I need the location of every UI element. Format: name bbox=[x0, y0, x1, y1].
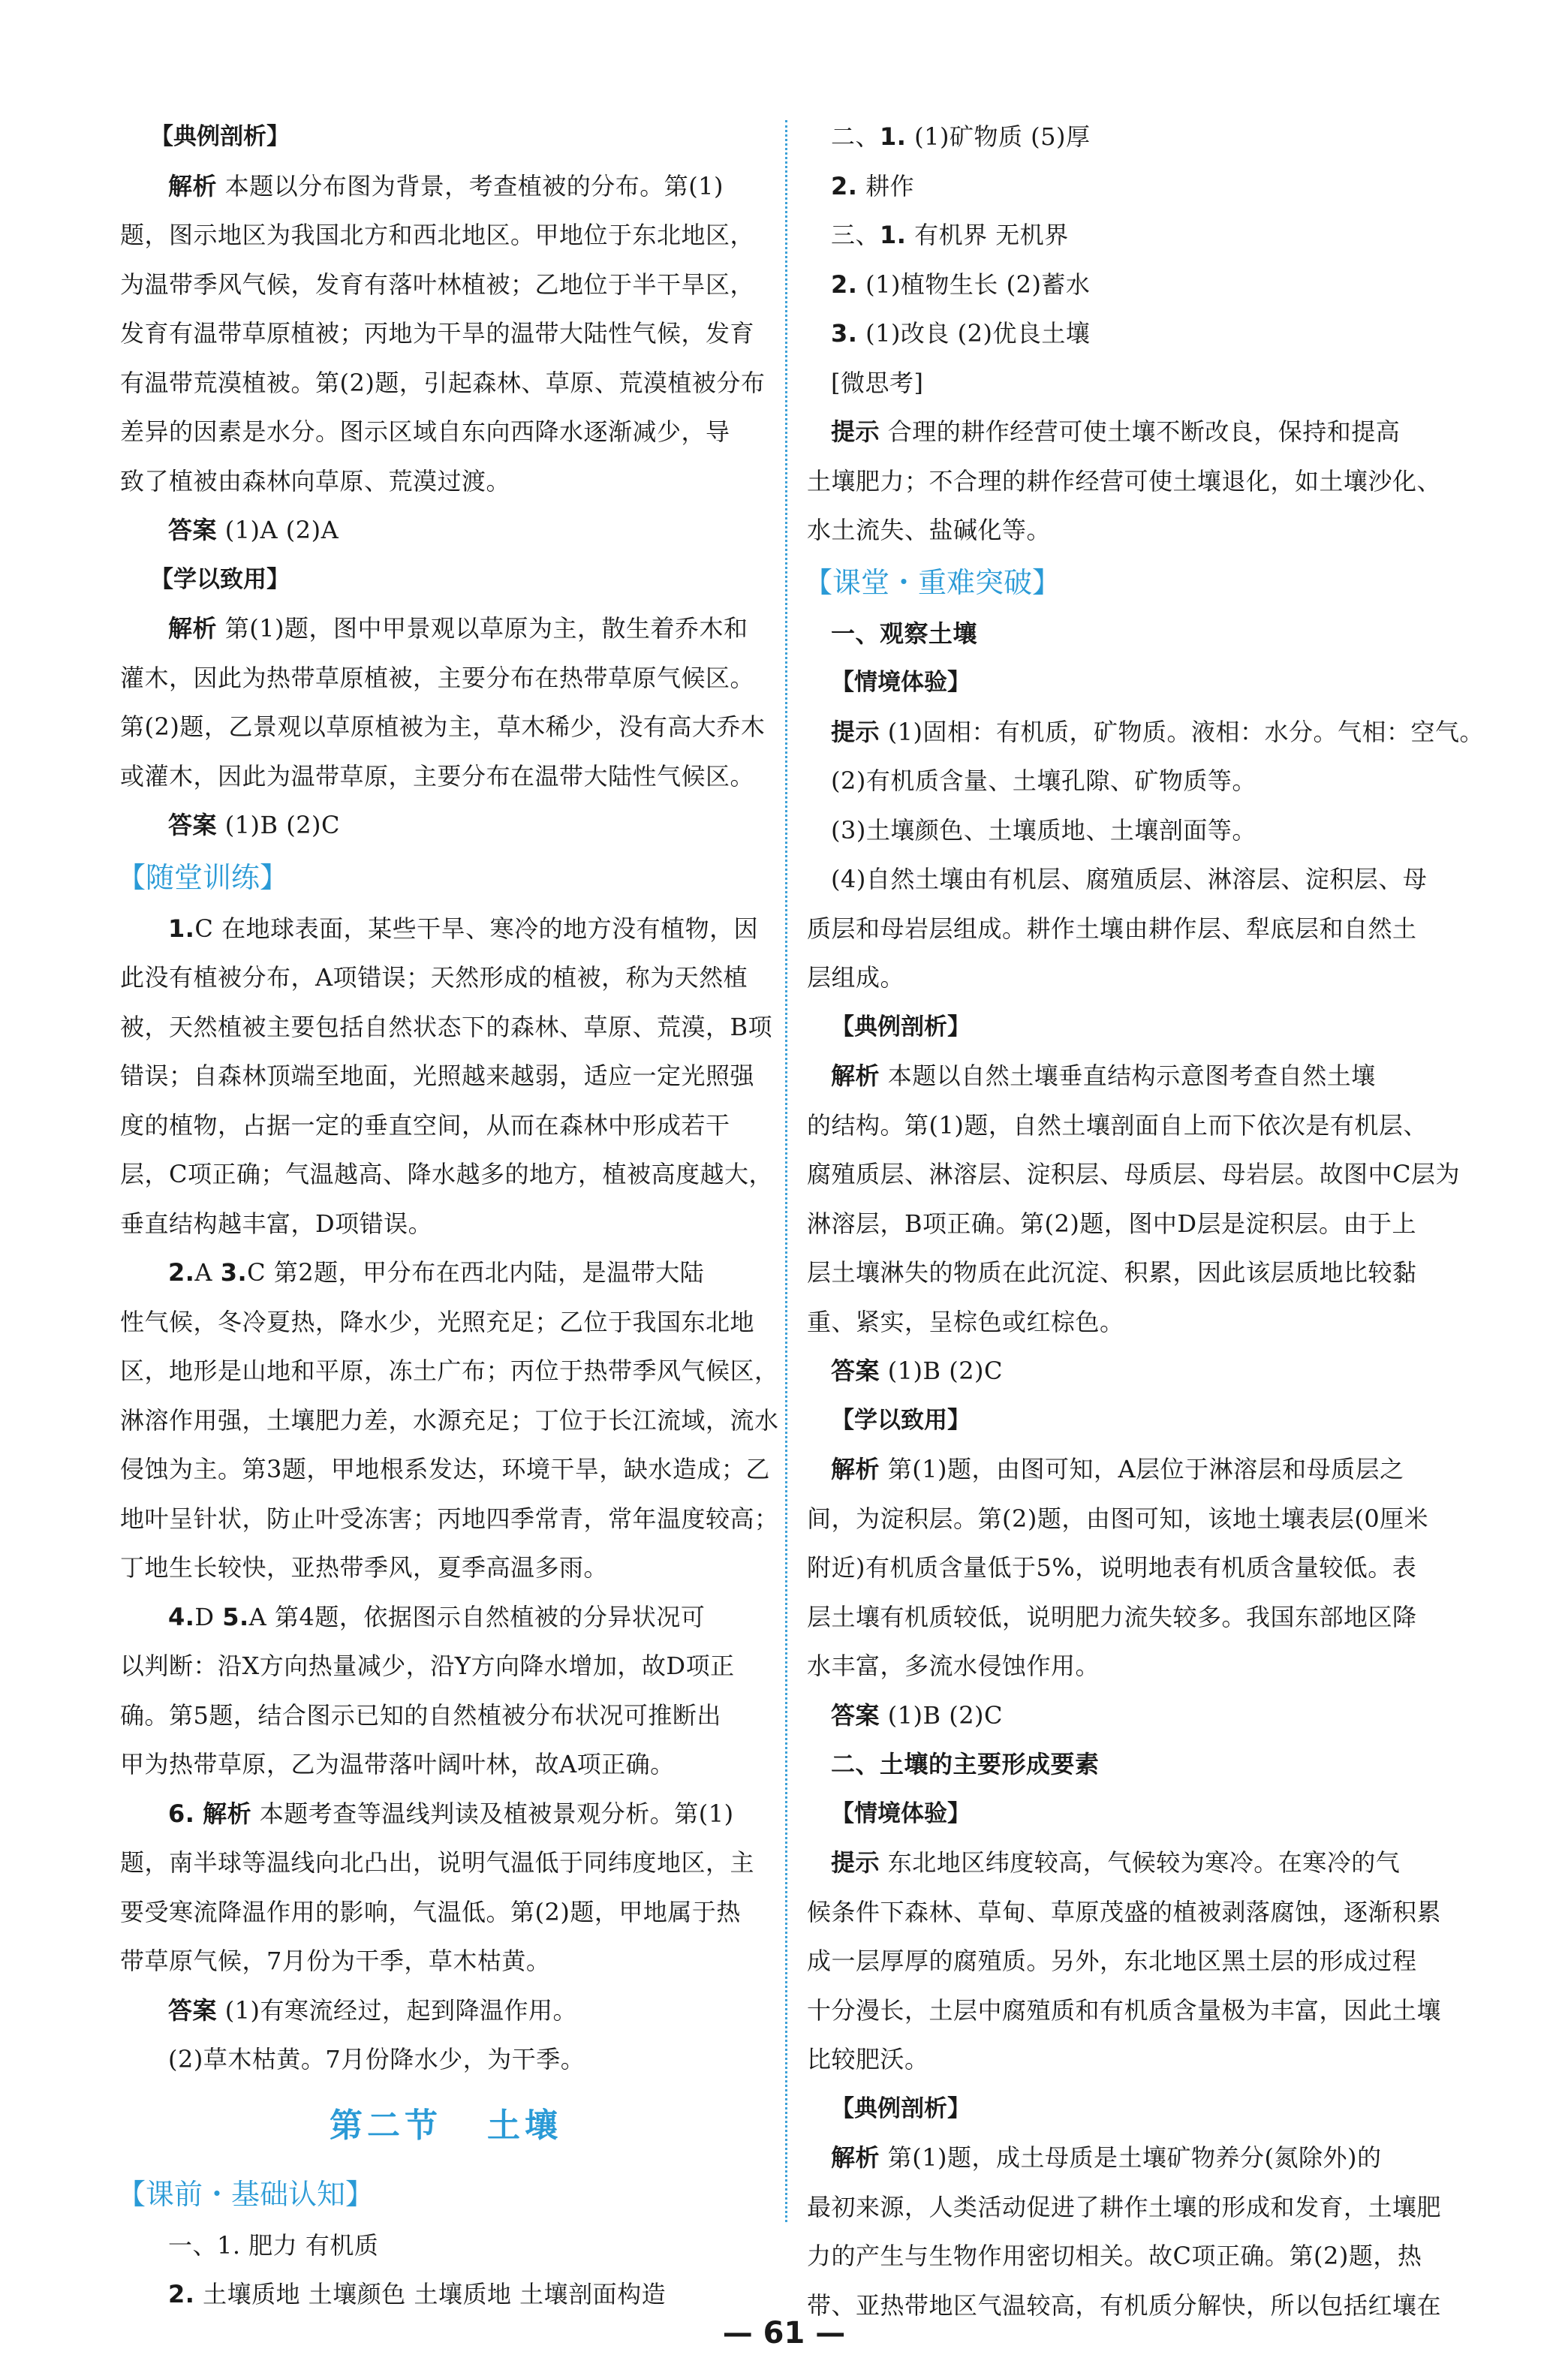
paragraph-line: 解析 本题以分布图为背景，考查植被的分布。第(1) bbox=[168, 171, 724, 200]
heading-scenario: 【情境体验】 bbox=[831, 1799, 971, 1827]
question-line: 2.A 3.C 第2题，甲分布在西北内陆，是温带大陆 bbox=[168, 1258, 705, 1287]
paragraph-line: 候条件下森林、草甸、草原茂盛的植被剥落腐蚀，逐渐积累 bbox=[807, 1897, 1442, 1926]
question-line: 题，南半球等温线向北凸出，说明气温低于同纬度地区，主 bbox=[120, 1848, 755, 1877]
paragraph-line: 为温带季风气候，发育有落叶林植被；乙地位于半干旱区， bbox=[120, 270, 755, 299]
section-heading-pre-class: 【课前・基础认知】 bbox=[117, 2177, 375, 2211]
answer-line: 2. 土壤质地 土壤颜色 土壤质地 土壤剖面构造 bbox=[168, 2280, 667, 2308]
heading-example-analysis: 【典例剖析】 bbox=[831, 1013, 971, 1040]
heading-scenario: 【情境体验】 bbox=[831, 669, 971, 696]
paragraph-line: 比较肥沃。 bbox=[807, 2045, 929, 2073]
question-line: 垂直结构越丰富，D项错误。 bbox=[120, 1209, 433, 1238]
paragraph-line: 第(2)题，乙景观以草原植被为主，草木稀少，没有高大乔木 bbox=[120, 712, 766, 741]
answer-line: 答案 (1)有寒流经过，起到降温作用。 bbox=[168, 1995, 578, 2025]
page-number: — 61 — bbox=[722, 2316, 846, 2350]
question-line: 丁地生长较快，亚热带季风，夏季高温多雨。 bbox=[120, 1553, 609, 1582]
paragraph-line: 灌木，因此为热带草原植被，主要分布在热带草原气候区。 bbox=[120, 663, 755, 692]
paragraph-line: 带、亚热带地区气温较高，有机质分解快，所以包括红壤在 bbox=[807, 2290, 1442, 2320]
question-line: 被，天然植被主要包括自然状态下的森林、草原、荒漠，B项 bbox=[120, 1012, 773, 1041]
answer-line: 答案 (1)B (2)C bbox=[168, 811, 341, 839]
question-line: 以判断：沿X方向热量减少，沿Y方向降水增加，故D项正 bbox=[120, 1652, 735, 1680]
answer-line: 答案 (1)A (2)A bbox=[168, 516, 339, 544]
answer-line: 三、1. 有机界 无机界 bbox=[831, 221, 1069, 249]
answer-line: 二、1. (1)矿物质 (5)厚 bbox=[831, 122, 1091, 151]
question-line: 度的植物，占据一定的垂直空间，从而在森林中形成若干 bbox=[120, 1110, 730, 1140]
heading-example-analysis: 【典例剖析】 bbox=[150, 123, 290, 150]
paragraph-line: 提示 (1)固相：有机质，矿物质。液相：水分。气相：空气。 bbox=[831, 717, 1485, 746]
question-line: 确。第5题，结合图示已知的自然植被分布状况可推断出 bbox=[120, 1700, 721, 1730]
question-line: 4.D 5.A 第4题，依据图示自然植被的分异状况可 bbox=[168, 1602, 706, 1631]
left-column bbox=[117, 113, 779, 2320]
paragraph-line: 水土流失、盐碱化等。 bbox=[807, 516, 1052, 544]
question-line: 区，地形是山地和平原，冻土广布；丙位于热带季风气候区， bbox=[120, 1357, 779, 1385]
paragraph-line: 土壤肥力；不合理的耕作经营可使土壤退化，如土壤沙化、 bbox=[807, 466, 1442, 495]
paragraph-line: 解析 第(1)题，由图可知，A层位于淋溶层和母质层之 bbox=[831, 1455, 1404, 1483]
paragraph-line: 层组成。 bbox=[807, 963, 905, 992]
paragraph-line: 间，为淀积层。第(2)题，由图可知，该地土壤表层(0厘米 bbox=[807, 1504, 1429, 1533]
question-line: 1.C 在地球表面，某些干旱、寒冷的地方没有植物，因 bbox=[168, 914, 759, 943]
paragraph-line: 差异的因素是水分。图示区域自东向西降水逐渐减少，导 bbox=[120, 417, 730, 446]
paragraph-line: 致了植被由森林向草原、荒漠过渡。 bbox=[120, 466, 511, 495]
question-line: 性气候，冬冷夏热，降水少，光照充足；乙位于我国东北地 bbox=[120, 1307, 755, 1336]
answer-line: 3. (1)改良 (2)优良土壤 bbox=[831, 319, 1091, 348]
paragraph-line: 十分漫长，土层中腐殖质和有机质含量极为丰富，因此土壤 bbox=[807, 1995, 1442, 2025]
answer-line: 2. (1)植物生长 (2)蓄水 bbox=[831, 270, 1091, 299]
question-line: 侵蚀为主。第3题，甲地根系发达，环境干旱，缺水造成；乙 bbox=[120, 1455, 770, 1483]
question-line: 错误；自森林顶端至地面，光照越来越弱，适应一定光照强 bbox=[120, 1062, 755, 1090]
paragraph-line: 重、紧实，呈棕色或红棕色。 bbox=[807, 1307, 1124, 1336]
subsection-title: 二、土壤的主要形成要素 bbox=[831, 1750, 1100, 1778]
paragraph-line: 质层和母岩层组成。耕作土壤由耕作层、犁底层和自然土 bbox=[807, 914, 1417, 943]
section-heading-in-class: 【课堂・重难突破】 bbox=[804, 565, 1061, 599]
question-line: 此没有植被分布，A项错误；天然形成的植被，称为天然植 bbox=[120, 963, 748, 992]
paragraph-line: 层土壤淋失的物质在此沉淀、积累，因此该层质地比较黏 bbox=[807, 1258, 1417, 1287]
paragraph-line: 成一层厚厚的腐殖质。另外，东北地区黑土层的形成过程 bbox=[807, 1947, 1417, 1975]
paragraph-line: 解析 本题以自然土壤垂直结构示意图考查自然土壤 bbox=[831, 1062, 1376, 1090]
paragraph-line: 或灌木，因此为温带草原，主要分布在温带大陆性气候区。 bbox=[120, 761, 755, 790]
paragraph-line: (4)自然土壤由有机层、腐殖质层、淋溶层、淀积层、母 bbox=[831, 865, 1428, 893]
paragraph-line: 有温带荒漠植被。第(2)题，引起森林、草原、荒漠植被分布 bbox=[120, 368, 766, 397]
paragraph-line: 附近)有机质含量低于5%，说明地表有机质含量较低。表 bbox=[807, 1553, 1417, 1582]
subsection-title: 一、观察土壤 bbox=[831, 619, 978, 648]
paragraph-line: (3)土壤颜色、土壤质地、土壤剖面等。 bbox=[831, 815, 1257, 845]
right-column bbox=[804, 113, 1485, 2330]
heading-apply: 【学以致用】 bbox=[150, 565, 290, 593]
answer-line: 答案 (1)B (2)C bbox=[831, 1357, 1004, 1385]
answer-line: 一、1. 肥力 有机质 bbox=[168, 2230, 379, 2260]
heading-think: [微思考] bbox=[831, 368, 924, 397]
question-line: 淋溶作用强，土壤肥力差，水源充足；丁位于长江流域，流水 bbox=[120, 1405, 779, 1435]
paragraph-line: 提示 合理的耕作经营可使土壤不断改良，保持和提高 bbox=[831, 417, 1401, 446]
paragraph-line: 提示 东北地区纬度较高，气候较为寒冷。在寒冷的气 bbox=[831, 1848, 1401, 1877]
section-heading-practice: 【随堂训练】 bbox=[117, 860, 289, 894]
paragraph-line: 最初来源，人类活动促进了耕作土壤的形成和发育，土壤肥 bbox=[807, 2192, 1442, 2221]
heading-apply: 【学以致用】 bbox=[831, 1406, 971, 1434]
answer-line: 答案 (1)B (2)C bbox=[831, 1700, 1004, 1730]
question-line: 带草原气候，7月份为干季，草木枯黄。 bbox=[120, 1947, 551, 1975]
question-line: 要受寒流降温作用的影响，气温低。第(2)题，甲地属于热 bbox=[120, 1897, 741, 1926]
paragraph-line: 力的产生与生物作用密切相关。故C项正确。第(2)题，热 bbox=[807, 2242, 1422, 2270]
paragraph-line: 水丰富，多流水侵蚀作用。 bbox=[807, 1652, 1100, 1680]
column-divider bbox=[785, 120, 787, 2222]
chapter-title: 第二节 土壤 bbox=[330, 2106, 562, 2145]
question-line: 6. 解析 本题考查等温线判读及植被景观分析。第(1) bbox=[168, 1799, 734, 1828]
answer-line: 2. 耕作 bbox=[831, 171, 915, 200]
paragraph-line: 题，图示地区为我国北方和西北地区。甲地位于东北地区， bbox=[120, 221, 755, 249]
answer-line: (2)草木枯黄。7月份降水少，为干季。 bbox=[168, 2045, 585, 2073]
paragraph-line: (2)有机质含量、土壤孔隙、矿物质等。 bbox=[831, 766, 1257, 795]
paragraph-line: 发育有温带草原植被；丙地为干旱的温带大陆性气候，发育 bbox=[120, 319, 755, 348]
paragraph-line: 腐殖质层、淋溶层、淀积层、母质层、母岩层。故图中C层为 bbox=[807, 1160, 1460, 1188]
paragraph-line: 的结构。第(1)题，自然土壤剖面自上而下依次是有机层、 bbox=[807, 1110, 1428, 1140]
question-line: 层，C项正确；气温越高、降水越多的地方，植被高度越大， bbox=[120, 1160, 773, 1188]
question-line: 甲为热带草原，乙为温带落叶阔叶林，故A项正确。 bbox=[120, 1750, 675, 1778]
paragraph-line: 解析 第(1)题，图中甲景观以草原为主，散生着乔木和 bbox=[168, 614, 748, 643]
heading-example-analysis: 【典例剖析】 bbox=[831, 2094, 971, 2122]
question-line: 地叶呈针状，防止叶受冻害；丙地四季常青，常年温度较高； bbox=[120, 1504, 779, 1533]
paragraph-line: 层土壤有机质较低，说明肥力流失较多。我国东部地区降 bbox=[807, 1602, 1417, 1631]
paragraph-line: 淋溶层，B项正确。第(2)题，图中D层是淀积层。由于上 bbox=[807, 1209, 1417, 1238]
paragraph-line: 解析 第(1)题，成土母质是土壤矿物养分(氮除外)的 bbox=[831, 2143, 1382, 2172]
